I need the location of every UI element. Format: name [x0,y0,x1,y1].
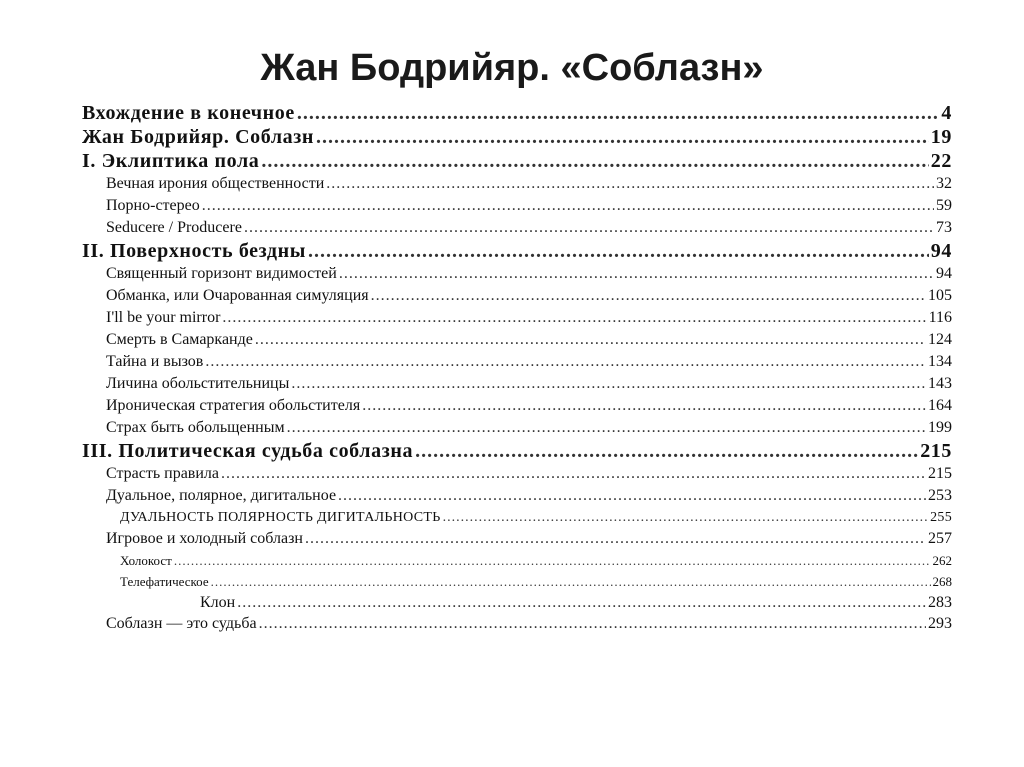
toc-entry [82,149,952,173]
toc-entry [82,195,952,217]
toc-entry-page: 32 [936,175,952,192]
dot-leader [443,507,929,528]
toc-entry-label: Страх быть обольщенным [106,419,285,436]
toc-entry-page: 253 [928,487,952,504]
toc-entry-label: I. Эклиптика пола [82,150,260,172]
dot-leader [259,613,926,635]
toc-entry-label: III. Политическая судьба соблазна [82,440,414,462]
toc-entry-page: 255 [930,510,952,525]
toc-entry-label: Жан Бодрийяр. Соблазн [82,126,315,148]
toc-entry [82,528,952,550]
dot-leader [308,239,929,263]
toc-entry-page: 164 [928,397,952,414]
dot-leader [244,217,934,239]
toc-entry [82,395,952,417]
toc-entry-page: 73 [936,219,952,236]
toc-entry-label: Ироническая стратегия обольстителя [106,397,361,414]
dot-leader [174,550,931,571]
toc-entry-page: 199 [928,419,952,436]
toc-entry-page: 59 [936,197,952,214]
toc-entry-label: Игровое и холодный соблазн [106,530,303,547]
page-title: Жан Бодрийяр. «Соблазн» [260,47,764,89]
toc-entry-page: 116 [928,309,952,326]
dot-leader [338,485,926,507]
toc-entry-label: Священный горизонт видимостей [106,265,337,282]
toc-entry-page: 268 [932,574,952,589]
dot-leader [362,395,926,417]
toc-entry [82,329,952,351]
toc-entry [82,239,952,263]
toc-entry-label: Телефатическое [120,574,209,589]
toc-entry-label: Вхождение в конечное [82,102,295,124]
toc-entry-label: Тайна и вызов [106,353,204,370]
toc-entry-page: 215 [920,440,952,462]
toc-entry-page: 19 [930,126,952,148]
toc-entry [82,101,952,125]
toc-entry [82,485,952,507]
toc-entry [82,439,952,463]
toc-entry-page: 105 [928,287,952,304]
dot-leader [255,329,926,351]
toc-entry [82,217,952,239]
toc-entry-page: 257 [928,530,952,547]
toc-entry-label: Порно-стерео [106,197,200,214]
toc-entry-page: 94 [930,240,952,262]
toc-entry [82,550,952,571]
toc-entry [82,125,952,149]
toc-entry [82,463,952,485]
toc-entry-label: Страсть правила [106,465,220,482]
dot-leader [339,263,934,285]
toc-entry-page: 94 [936,265,952,282]
toc-entry-label: Смерть в Самарканде [106,331,253,348]
toc-entry [82,592,952,613]
toc-entry-label: Seducere / Producere [106,219,242,236]
toc-entry-label: Обманка, или Очарованная симуляция [106,287,369,304]
toc-entry [82,373,952,395]
toc-entry-page: 124 [928,331,952,348]
dot-leader [221,463,926,485]
toc-entry-label: Холокост [120,553,172,568]
dot-leader [415,439,918,463]
dot-leader [261,149,928,173]
toc-entry [82,307,952,329]
toc-entry [82,351,952,373]
toc-entry-page: 4 [941,102,952,124]
toc-entry-page: 134 [928,353,952,370]
toc-entry-label: Личина обольстительницы [106,375,290,392]
dot-leader [205,351,926,373]
toc-entry-label: Клон [200,594,236,611]
dot-leader [222,307,926,329]
toc-entry [82,417,952,439]
toc-entry-label: I'll be your mirror [106,309,221,326]
toc-entry-page: 293 [928,615,952,632]
dot-leader [316,125,929,149]
dot-leader [297,101,940,125]
toc-entry [82,507,952,528]
dot-leader [326,173,934,195]
toc-entry-page: 143 [928,375,952,392]
dot-leader [202,195,934,217]
toc-entry [82,613,952,635]
toc-entry [82,263,952,285]
table-of-contents [82,101,952,635]
toc-entry-label: Дуальное, полярное, дигитальное [106,487,337,504]
dot-leader [305,528,926,550]
toc-entry-label: Вечная ирония общественности [106,175,325,192]
toc-entry-page: 22 [930,150,952,172]
dot-leader [211,571,931,592]
toc-entry-page: 283 [928,594,952,611]
toc-entry-label: ДУАЛЬНОСТЬ ПОЛЯРНОСТЬ ДИГИТАЛЬНОСТЬ [120,510,441,525]
toc-entry [82,285,952,307]
toc-entry-label: II. Поверхность бездны [82,240,306,262]
toc-entry-label: Соблазн — это судьба [106,615,257,632]
dot-leader [287,417,926,439]
dot-leader [371,285,926,307]
dot-leader [291,373,926,395]
toc-entry-page: 215 [928,465,952,482]
toc-entry [82,173,952,195]
toc-entry [82,571,952,592]
dot-leader [237,592,926,613]
toc-entry-page: 262 [932,553,952,568]
